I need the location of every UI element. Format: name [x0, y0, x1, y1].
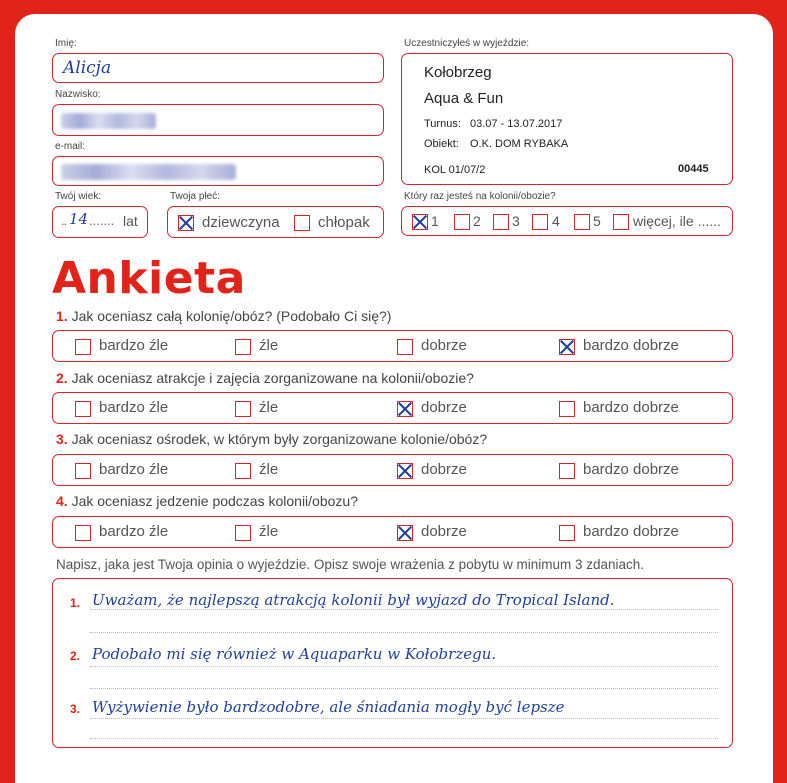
opinion-line-3-number: 3. — [70, 702, 81, 716]
question-3-bad-checkbox[interactable] — [235, 463, 251, 479]
opinion-line-3-text: Wyżywienie było bardzodobre, ale śniadania mogły być lepsze — [92, 698, 565, 716]
opinion-line-rule-2 — [90, 632, 718, 633]
trip-label: Uczestniczyłeś w wyjeździe: — [404, 38, 530, 49]
trip-number: 00445 — [678, 163, 709, 175]
question-3-very-bad-label: bardzo źle — [99, 461, 169, 478]
question-1-very-bad-checkbox[interactable] — [75, 339, 91, 355]
question-2-good-label: dobrze — [421, 399, 467, 416]
question-1-good-checkbox[interactable] — [397, 339, 413, 355]
age-suffix: lat — [123, 213, 138, 229]
surname-field[interactable] — [52, 104, 384, 136]
times-label: Który raz jesteś na kolonii/obozie? — [404, 191, 556, 202]
question-1-bad-checkbox[interactable] — [235, 339, 251, 355]
question-2-options — [52, 392, 733, 424]
question-2-very-good-checkbox[interactable] — [559, 401, 575, 417]
question-3-bad-label: źle — [259, 461, 279, 478]
name-label: Imię: — [55, 38, 77, 49]
trip-turnus-label: Turnus: — [424, 118, 461, 130]
name-field[interactable] — [52, 53, 384, 83]
gender-label: Twoja płeć: — [170, 191, 221, 202]
question-2-very-good-label: bardzo dobrze — [583, 399, 679, 416]
trip-info-box — [401, 53, 733, 185]
email-redacted — [61, 164, 236, 180]
times-option-3-checkbox[interactable] — [493, 214, 509, 230]
opinion-line-rule-3 — [90, 666, 718, 667]
question-2-bad-checkbox[interactable] — [235, 401, 251, 417]
opinion-line-2-text: Podobało mi się również w Aquaparku w Kołobrzegu. — [92, 645, 497, 663]
opinion-line-2-number: 2. — [70, 649, 81, 663]
opinion-instructions: Napisz, jaka jest Twoja opinia o wyjeździe. Opisz swoje wrażenia z pobytu w minimum 3 zdaniach. — [56, 557, 645, 572]
question-2-bad-label: źle — [259, 399, 279, 416]
email-label: e-mail: — [55, 141, 86, 152]
question-3-good-checkbox[interactable] — [397, 463, 413, 479]
question-4-good-label: dobrze — [421, 523, 467, 540]
opinion-line-rule-4 — [90, 688, 718, 689]
times-option-2-label: 2 — [473, 213, 481, 229]
trip-object-value: O.K. DOM RYBAKA — [470, 138, 569, 150]
trip-turnus-value: 03.07 - 13.07.2017 — [470, 118, 563, 130]
question-1-options — [52, 330, 733, 362]
times-option-more-checkbox[interactable] — [613, 214, 629, 230]
times-field — [401, 206, 733, 236]
age-field[interactable] — [52, 206, 148, 238]
opinion-line-rule-1 — [90, 609, 718, 610]
question-2: 2. Jak oceniasz atrakcje i zajęcia zorganizowane na kolonii/obozie? — [56, 370, 474, 386]
opinion-line-rule-6 — [90, 738, 718, 739]
gender-male-checkbox[interactable] — [294, 215, 310, 231]
opinion-line-1-number: 1. — [70, 596, 81, 610]
times-option-more-label: więcej, ile ...... — [633, 213, 721, 229]
question-2-very-bad-label: bardzo źle — [99, 399, 169, 416]
age-value: 14 — [69, 210, 89, 228]
question-4-bad-label: źle — [259, 523, 279, 540]
times-option-5-label: 5 — [593, 213, 601, 229]
question-1-very-bad-label: bardzo źle — [99, 337, 169, 354]
question-1-good-label: dobrze — [421, 337, 467, 354]
question-4-very-good-checkbox[interactable] — [559, 525, 575, 541]
question-4-very-good-label: bardzo dobrze — [583, 523, 679, 540]
gender-female-checkbox[interactable] — [178, 215, 194, 231]
question-4-bad-checkbox[interactable] — [235, 525, 251, 541]
question-1-bad-label: źle — [259, 337, 279, 354]
times-option-4-checkbox[interactable] — [532, 214, 548, 230]
times-option-1-checkbox[interactable] — [412, 214, 428, 230]
question-1-very-good-checkbox[interactable] — [559, 339, 575, 355]
question-3: 3. Jak oceniasz ośrodek, w którym były zorganizowane kolonie/obóz? — [56, 431, 488, 447]
question-3-very-good-checkbox[interactable] — [559, 463, 575, 479]
surname-label: Nazwisko: — [55, 89, 101, 100]
question-2-very-bad-checkbox[interactable] — [75, 401, 91, 417]
gender-male-label: chłopak — [318, 214, 370, 231]
question-4-options — [52, 516, 733, 548]
question-3-good-label: dobrze — [421, 461, 467, 478]
question-1: 1. Jak oceniasz całą kolonię/obóz? (Podobało Ci się?) — [56, 308, 392, 324]
times-option-1-label: 1 — [431, 213, 439, 229]
question-3-very-good-label: bardzo dobrze — [583, 461, 679, 478]
times-option-5-checkbox[interactable] — [574, 214, 590, 230]
question-4-good-checkbox[interactable] — [397, 525, 413, 541]
times-option-2-checkbox[interactable] — [454, 214, 470, 230]
question-4: 4. Jak oceniasz jedzenie podczas kolonii/obozu? — [56, 493, 358, 509]
age-label: Twój wiek: — [55, 191, 102, 202]
question-3-very-bad-checkbox[interactable] — [75, 463, 91, 479]
trip-program: Aqua & Fun — [424, 90, 504, 107]
name-value: Alicja — [63, 58, 112, 78]
gender-female-label: dziewczyna — [202, 214, 280, 231]
opinion-line-rule-5 — [90, 718, 718, 719]
question-1-very-good-label: bardzo dobrze — [583, 337, 679, 354]
question-4-very-bad-label: bardzo źle — [99, 523, 169, 540]
question-3-options — [52, 454, 733, 486]
opinion-line-1-text: Uważam, że najlepszą atrakcją kolonii był wyjazd do Tropical Island. — [92, 591, 615, 609]
trip-object-label: Obiekt: — [424, 138, 459, 150]
question-2-good-checkbox[interactable] — [397, 401, 413, 417]
surname-redacted — [61, 113, 156, 129]
times-option-4-label: 4 — [552, 213, 560, 229]
email-field[interactable] — [52, 156, 384, 186]
gender-field — [167, 206, 384, 238]
survey-title: Ankieta — [52, 253, 246, 304]
question-4-very-bad-checkbox[interactable] — [75, 525, 91, 541]
trip-code: KOL 01/07/2 — [424, 164, 486, 176]
trip-city: Kołobrzeg — [424, 64, 492, 81]
age-dots: .. — [61, 213, 67, 228]
times-option-3-label: 3 — [512, 213, 520, 229]
age-dots-trailing: ....... — [89, 213, 115, 228]
